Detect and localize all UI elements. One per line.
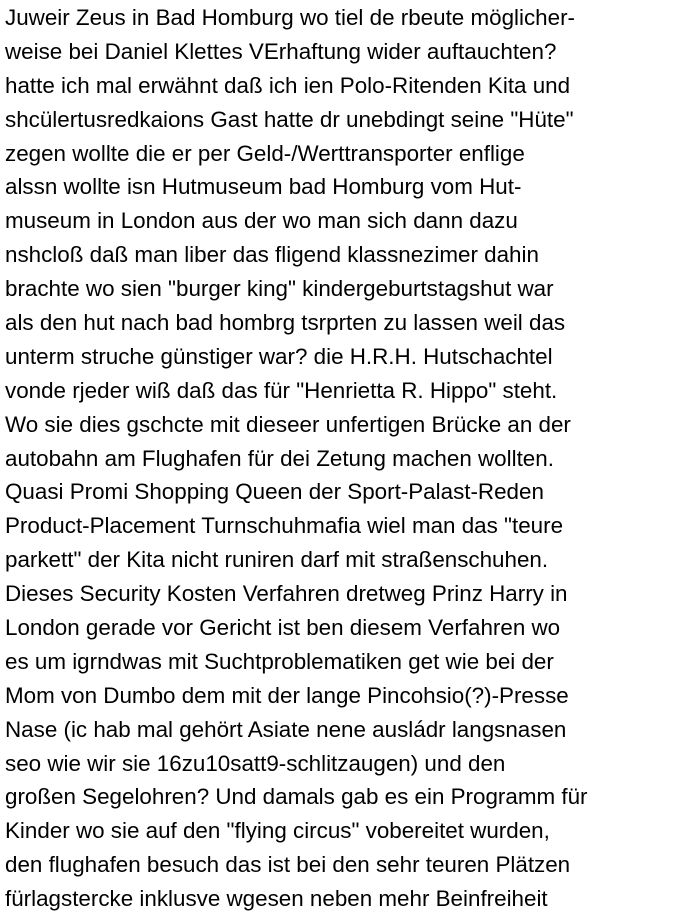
text-line: als den hut nach bad hombrg tsrprten zu lassen weil das xyxy=(5,310,566,336)
text-line: parkett" der Kita nicht runiren darf mit straßenschuhen. xyxy=(5,547,549,573)
text-line: großen Segelohren? Und damals gab es ein Programm für xyxy=(5,784,588,810)
text-line: es um igrndwas mit Suchtproblematiken get wie bei der xyxy=(5,648,554,674)
text-document xyxy=(5,1,684,919)
text-line: seo wie wir sie 16zu10satt9-schlitzaugen) und den xyxy=(5,750,506,776)
text-line: museum in London aus der wo man sich dann dazu xyxy=(5,208,518,234)
text-line: Juweir Zeus in Bad Homburg wo tiel de rbeute möglicher- xyxy=(5,5,575,30)
text-line: Nase (ic hab mal gehört Asiate nene ausládr langsnasen xyxy=(5,716,567,742)
text-line: Kinder wo sie auf den "flying circus" vobereitet wurden, xyxy=(5,818,550,844)
text-line: alssn wollte isn Hutmuseum bad Homburg vom Hut- xyxy=(5,174,522,200)
text-line: Mom von Dumbo dem mit der lange Pincohsio(?)-Presse xyxy=(5,682,569,708)
text-line: zegen wollte die er per Geld-/Werttransporter enflige xyxy=(5,140,525,166)
text-line: Dieses Security Kosten Verfahren dretweg Prinz Harry in xyxy=(5,581,568,607)
text-line: unterm struche günstiger war? die H.R.H. Hutschachtel xyxy=(5,343,553,369)
text-line: den flughafen besuch das ist bei den sehr teuren Plätzen xyxy=(5,852,571,878)
text-line: weise bei Daniel Klettes VErhaftung wider auftauchten? xyxy=(5,38,557,64)
text-line: fürlagstercke inklusve wgesen neben mehr Beinfreiheit xyxy=(5,886,548,912)
text-line: Wo sie dies gschcte mit dieseer unfertigen Brücke an der xyxy=(5,411,571,437)
text-line: brachte wo sien "burger king" kindergeburtstagshut war xyxy=(5,276,554,302)
text-line: London gerade vor Gericht ist ben diesem Verfahren wo xyxy=(5,615,561,641)
text-line: Product-Placement Turnschuhmafia wiel man das "teure xyxy=(5,513,564,539)
text-line: autobahn am Flughafen für dei Zetung machen wollten. xyxy=(5,445,554,471)
text-line: Quasi Promi Shopping Queen der Sport-Palast-Reden xyxy=(5,479,544,505)
text-line: vonde rjeder wiß daß das für "Henrietta R. Hippo" steht. xyxy=(5,377,558,403)
text-line: shcülertusredkaions Gast hatte dr unebdingt seine "Hüte" xyxy=(5,106,574,132)
text-line: hatte ich mal erwähnt daß ich ien Polo-Ritenden Kita und xyxy=(5,72,571,98)
text-line: nshcloß daß man liber das fligend klassnezimer dahin xyxy=(5,242,539,268)
